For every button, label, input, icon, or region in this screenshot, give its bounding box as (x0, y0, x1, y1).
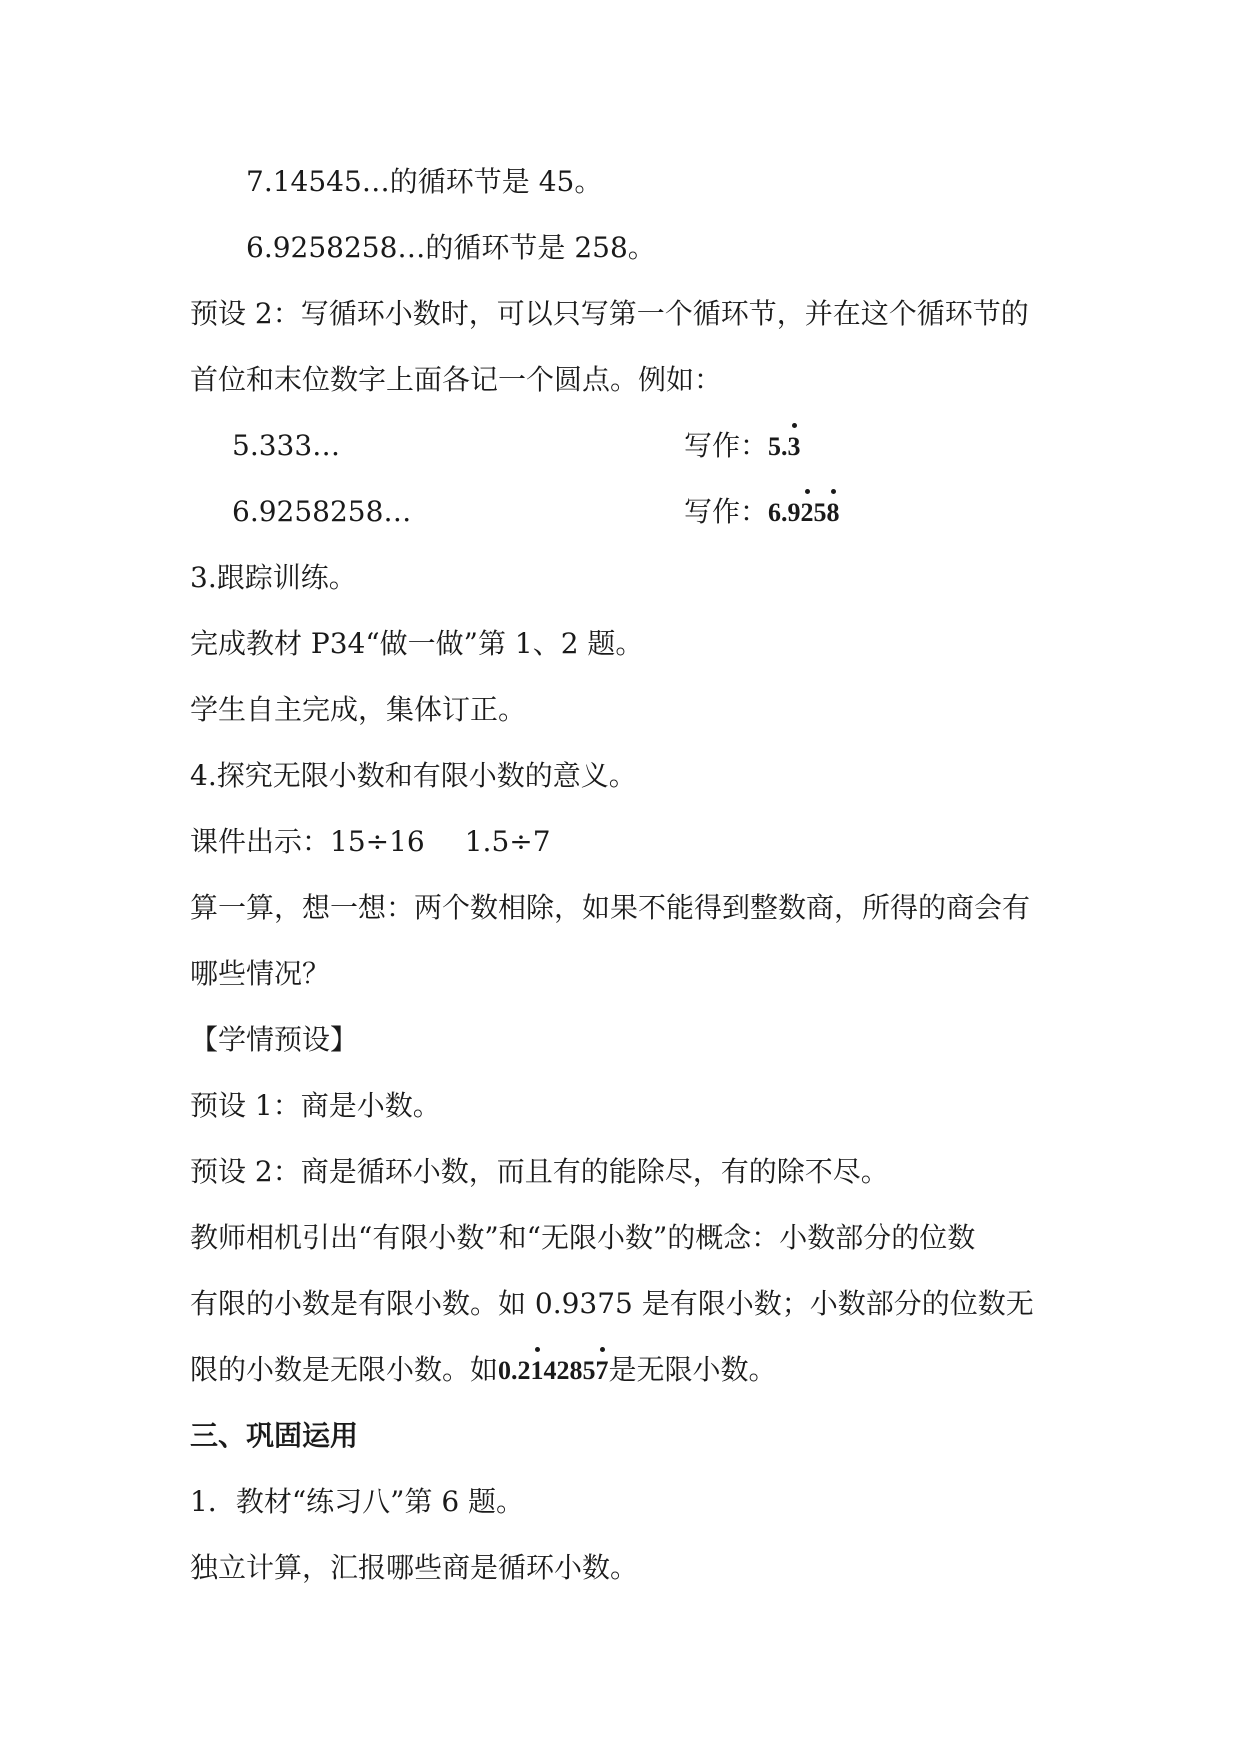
text-line: 课件出示：15÷16 1.5÷7 (190, 825, 551, 858)
text-line: 【学情预设】 (190, 1023, 359, 1056)
example-original: 5.333… (232, 429, 341, 462)
repeat-dot: 8 (827, 493, 840, 533)
text-line: 首位和末位数字上面各记一个圆点。例如： (190, 363, 723, 396)
text-line: 独立计算，汇报哪些商是循环小数。 (190, 1551, 639, 1584)
repeat-dot: 3 (788, 427, 801, 467)
text-line: 限的小数是无限小数。如0.2142857是无限小数。 (190, 1350, 1061, 1391)
repeating-decimal: 0.2142857 (498, 1356, 609, 1385)
repeat-dot: 1 (531, 1351, 544, 1391)
example-written: 写作：6.9258 (684, 492, 840, 533)
repeat-dot: 2 (801, 493, 814, 533)
text-line: 完成教材 P34“做一做”第 1、2 题。 (190, 627, 644, 660)
repeating-decimal: 5.3 (768, 432, 801, 461)
text-line: 算一算，想一想：两个数相除，如果不能得到整数商，所得的商会有 (190, 891, 1031, 924)
text-line: 预设 1：商是小数。 (190, 1089, 441, 1122)
text-line: 预设 2：商是循环小数，而且有的能除尽，有的除不尽。 (190, 1155, 889, 1188)
example-row-2 (232, 492, 1061, 532)
text-line: 7.14545…的循环节是 45。 (246, 165, 603, 198)
text-line: 预设 2：写循环小数时，可以只写第一个循环节，并在这个循环节的 (190, 297, 1029, 330)
text-line: 6.9258258…的循环节是 258。 (246, 231, 656, 264)
example-original: 6.9258258… (232, 495, 412, 528)
text-line: 有限的小数是有限小数。如 0.9375 是有限小数；小数部分的位数无 (190, 1287, 1034, 1320)
text-line: 1．教材“练习八”第 6 题。 (190, 1485, 525, 1518)
text-line: 教师相机引出“有限小数”和“无限小数”的概念：小数部分的位数 (190, 1221, 976, 1254)
example-written: 写作：5.3 (684, 426, 801, 467)
repeating-decimal: 6.9258 (768, 498, 840, 527)
section-heading: 三、巩固运用 (190, 1419, 359, 1452)
text-line: 学生自主完成，集体订正。 (190, 693, 527, 726)
text-line: 3.跟踪训练。 (190, 561, 357, 594)
text-line: 哪些情况？ (190, 957, 331, 990)
repeat-dot: 7 (596, 1351, 609, 1391)
example-row-1 (232, 426, 1061, 466)
text-line: 4.探究无限小数和有限小数的意义。 (190, 759, 637, 792)
